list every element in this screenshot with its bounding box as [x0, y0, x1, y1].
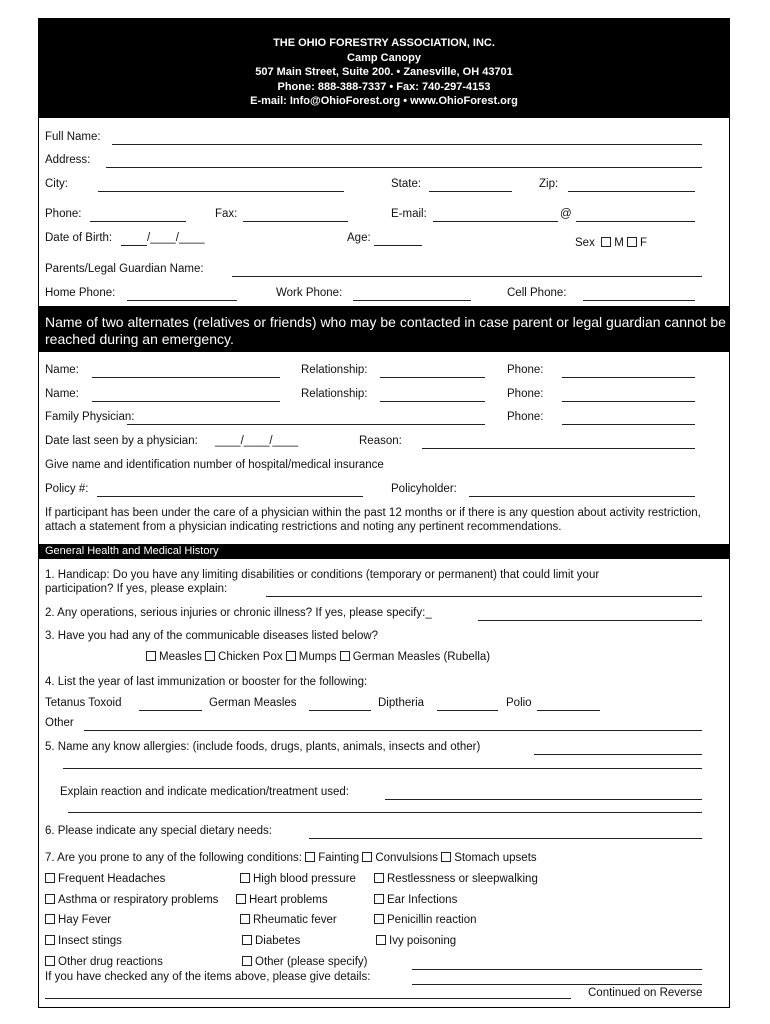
age-label: Age: — [347, 232, 371, 244]
condition-hay-fever — [45, 914, 111, 926]
diabetes-checkbox[interactable] — [242, 935, 252, 945]
q4-text: 4. List the year of last immunization or booster for the following: — [45, 676, 368, 688]
alt1-name-label: Name: — [45, 364, 79, 376]
penicillin-checkbox[interactable] — [374, 914, 384, 924]
fainting-checkbox[interactable] — [305, 852, 315, 862]
policyholder-field[interactable] — [469, 496, 695, 497]
condition-rheumatic — [240, 914, 337, 926]
measles-checkbox[interactable] — [146, 651, 156, 661]
org-name: THE OHIO FORESTRY ASSOCIATION, INC. — [273, 37, 495, 49]
state-label: State: — [391, 178, 422, 190]
fax-field[interactable] — [243, 221, 348, 222]
diet-field[interactable] — [309, 838, 702, 839]
heart-label: Heart problems — [249, 894, 328, 906]
reason-field[interactable] — [422, 448, 695, 449]
q7-text: 7. Are you prone to any of the following conditions: — [45, 852, 302, 864]
hay-fever-checkbox[interactable] — [45, 914, 55, 924]
reason-label: Reason: — [359, 435, 402, 447]
sex-m-checkbox[interactable] — [601, 237, 611, 247]
german-measles-label: German Measles (Rubella) — [352, 651, 491, 663]
chicken-pox-label: Chicken Pox — [218, 651, 283, 663]
insect-checkbox[interactable] — [45, 935, 55, 945]
q5-text: 5. Name any know allergies: (include foods, drugs, plants, animals, insects and other) — [45, 741, 481, 753]
alt1-relationship-field[interactable] — [380, 377, 485, 378]
work-phone-field[interactable] — [353, 300, 471, 301]
asthma-checkbox[interactable] — [45, 894, 55, 904]
alternates-heading: Name of two alternates (relatives or friends) who may be contacted in case parent or legal guardian cannot be reached during an emergency. — [38, 306, 730, 352]
drug-checkbox[interactable] — [45, 956, 55, 966]
disease-options — [146, 651, 490, 663]
address-label: Address: — [45, 154, 91, 166]
health-heading: General Health and Medical History — [38, 544, 730, 559]
reaction-field[interactable] — [385, 799, 702, 800]
date-seen-label: Date last seen by a physician: — [45, 435, 198, 447]
alt1-phone-label: Phone: — [507, 364, 544, 376]
mumps-label: Mumps — [298, 651, 337, 663]
convulsions-checkbox[interactable] — [362, 852, 372, 862]
condition-asthma — [45, 894, 218, 906]
policy-label: Policy #: — [45, 483, 89, 495]
ear-checkbox[interactable] — [374, 894, 384, 904]
stomach-checkbox[interactable] — [441, 852, 451, 862]
condition-drug — [45, 956, 163, 968]
polio-label: Polio — [506, 697, 532, 709]
alt2-relationship-field[interactable] — [380, 401, 485, 402]
camp-name: Camp Canopy — [347, 51, 421, 64]
allergies-field-2[interactable] — [63, 768, 702, 769]
email-user-field[interactable] — [433, 221, 558, 222]
org-phone: Phone: 888-388-7337 • Fax: 740-297-4153 — [277, 80, 491, 93]
phone-field[interactable] — [90, 221, 186, 222]
physician-phone-label: Phone: — [507, 411, 544, 423]
condition-insect — [45, 935, 122, 947]
ear-label: Ear Infections — [387, 894, 458, 906]
details-label: If you have checked any of the items above, please give details: — [45, 971, 371, 983]
german-measles-year-label: German Measles — [209, 697, 297, 709]
cell-phone-label: Cell Phone: — [507, 287, 567, 299]
q2-field[interactable] — [478, 620, 702, 621]
age-field[interactable] — [374, 245, 422, 246]
condition-other — [242, 956, 368, 968]
headaches-checkbox[interactable] — [45, 873, 55, 883]
details-field-2[interactable] — [45, 998, 571, 999]
q6-text: 6. Please indicate any special dietary needs: — [45, 825, 272, 837]
alt2-phone-field[interactable] — [562, 401, 695, 402]
q1-text-b: participation? If yes, please explain: — [45, 583, 228, 595]
guardian-field[interactable] — [232, 276, 702, 277]
form-header — [38, 18, 730, 118]
sex-group — [575, 237, 647, 249]
alt2-relationship-label: Relationship: — [301, 388, 368, 400]
home-phone-label: Home Phone: — [45, 287, 116, 299]
dob-month-field[interactable] — [121, 245, 147, 246]
email-label: E-mail: — [391, 208, 427, 220]
condition-ear — [374, 894, 457, 906]
guardian-label: Parents/Legal Guardian Name: — [45, 263, 204, 275]
condition-bp — [240, 873, 356, 885]
condition-diabetes — [242, 935, 300, 947]
asthma-label: Asthma or respiratory problems — [58, 894, 219, 906]
state-field[interactable] — [429, 191, 512, 192]
details-field[interactable] — [412, 984, 702, 985]
condition-penicillin — [374, 914, 477, 926]
measles-label: Measles — [159, 651, 202, 663]
alt2-name-field[interactable] — [92, 401, 280, 402]
alt2-name-label: Name: — [45, 388, 79, 400]
full-name-field[interactable] — [112, 144, 702, 145]
city-label: City: — [45, 178, 68, 190]
physician-notice: If participant has been under the care of a physician within the past 12 months or if there is any question about activity restriction, attach a statement from a physician indicating restrictions and noting any pertinent recommendations. — [45, 507, 701, 533]
insurance-label: Give name and identification number of hospital/medical insurance — [45, 459, 384, 471]
heart-checkbox[interactable] — [236, 894, 246, 904]
zip-field[interactable] — [568, 191, 695, 192]
condition-restless — [374, 873, 538, 885]
q2-text: 2. Any operations, serious injuries or chronic illness? If yes, please specify:_ — [45, 607, 432, 619]
sex-m-label: M — [614, 237, 624, 249]
diabetes-label: Diabetes — [255, 935, 301, 947]
email-domain-field[interactable] — [576, 221, 695, 222]
physician-phone-field[interactable] — [562, 424, 695, 425]
fax-label: Fax: — [215, 208, 238, 220]
polio-field[interactable] — [537, 710, 600, 711]
condition-heart — [236, 894, 328, 906]
full-name-label: Full Name: — [45, 131, 101, 143]
drug-label: Other drug reactions — [58, 956, 163, 968]
diptheria-label: Diptheria — [378, 697, 425, 709]
german-measles-year-field[interactable] — [309, 710, 371, 711]
penicillin-label: Penicillin reaction — [387, 914, 477, 926]
headaches-label: Frequent Headaches — [58, 873, 166, 885]
q5b-text: Explain reaction and indicate medication/treatment used: — [60, 786, 349, 798]
alt1-phone-field[interactable] — [562, 377, 695, 378]
reaction-field-2[interactable] — [68, 812, 702, 813]
tetanus-field[interactable] — [139, 710, 202, 711]
dob-label: Date of Birth: — [45, 232, 113, 244]
other-condition-label: Other (please specify) — [255, 956, 368, 968]
german-measles-checkbox[interactable] — [340, 651, 350, 661]
physician-label: Family Physician: — [45, 411, 135, 423]
rheumatic-label: Rheumatic fever — [253, 914, 337, 926]
date-seen-field[interactable]: ____/____/____ — [215, 435, 299, 447]
sex-label: Sex — [575, 237, 595, 249]
condition-ivy — [376, 935, 456, 947]
org-address: 507 Main Street, Suite 200. • Zanesville, OH 43701 — [255, 66, 513, 78]
ivy-checkbox[interactable] — [376, 935, 386, 945]
restless-label: Restlessness or sleepwalking — [387, 873, 538, 885]
continued-note: Continued on Reverse — [588, 987, 703, 999]
other-condition-field[interactable] — [412, 969, 702, 970]
home-phone-field[interactable] — [127, 300, 237, 301]
address-field[interactable] — [106, 167, 702, 168]
insect-label: Insect stings — [58, 935, 122, 947]
convulsions-label: Convulsions — [375, 852, 438, 864]
chicken-pox-checkbox[interactable] — [205, 651, 215, 661]
q1-field[interactable] — [266, 596, 702, 597]
other-immunization-field[interactable] — [84, 730, 702, 731]
policy-field[interactable] — [97, 496, 363, 497]
stomach-label: Stomach upsets — [454, 852, 537, 864]
restless-checkbox[interactable] — [374, 873, 384, 883]
mumps-checkbox[interactable] — [286, 651, 296, 661]
cell-phone-field[interactable] — [583, 300, 695, 301]
q3-text: 3. Have you had any of the communicable diseases listed below? — [45, 630, 379, 642]
condition-headaches — [45, 873, 165, 885]
dob-slots[interactable]: /____/____ — [147, 232, 205, 244]
sex-f-label: F — [640, 237, 648, 249]
bp-label: High blood pressure — [253, 873, 356, 885]
zip-label: Zip: — [539, 178, 559, 190]
alt2-phone-label: Phone: — [507, 388, 544, 400]
sex-f-checkbox[interactable] — [627, 237, 637, 247]
diptheria-field[interactable] — [437, 710, 498, 711]
other-immunization-label: Other — [45, 717, 74, 729]
email-at: @ — [560, 208, 572, 220]
policyholder-label: Policyholder: — [391, 483, 457, 495]
alt1-name-field[interactable] — [92, 377, 280, 378]
allergies-field[interactable] — [534, 754, 702, 755]
tetanus-label: Tetanus Toxoid — [45, 697, 122, 709]
phone-label: Phone: — [45, 208, 82, 220]
city-field[interactable] — [98, 191, 344, 192]
ivy-label: Ivy poisoning — [389, 935, 457, 947]
work-phone-label: Work Phone: — [276, 287, 343, 299]
org-email: E-mail: Info@OhioForest.org • www.OhioForest.org — [250, 95, 518, 107]
physician-field[interactable] — [127, 424, 485, 425]
q7-row — [45, 852, 537, 864]
q1-text: 1. Handicap: Do you have any limiting disabilities or conditions (temporary or permanent) that could limit your — [45, 569, 600, 581]
rheumatic-checkbox[interactable] — [240, 914, 250, 924]
other-condition-checkbox[interactable] — [242, 956, 252, 966]
hay-fever-label: Hay Fever — [58, 914, 112, 926]
fainting-label: Fainting — [318, 852, 360, 864]
alt1-relationship-label: Relationship: — [301, 364, 368, 376]
bp-checkbox[interactable] — [240, 873, 250, 883]
